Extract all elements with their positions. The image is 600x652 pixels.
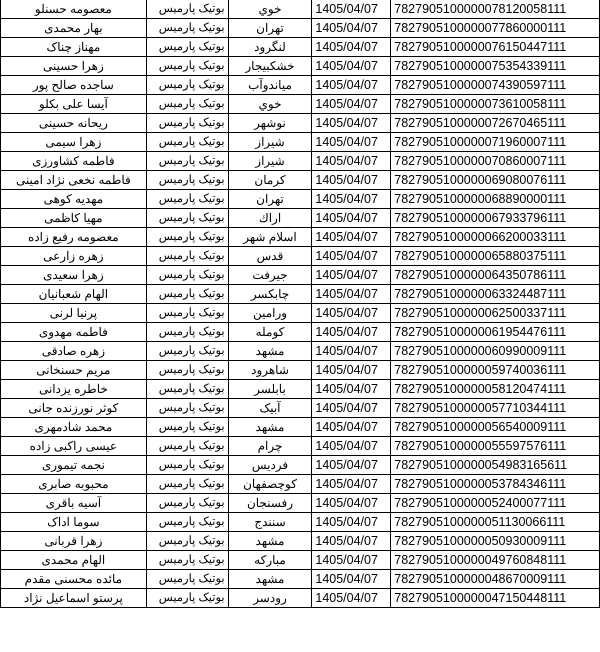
tracking-code-cell: 7827905100000076150447111 [391, 38, 600, 57]
table-row [1, 551, 600, 570]
tracking-code-cell: 7827905100000060990009111 [391, 342, 600, 361]
recipient-name-cell: معصومه حسنلو [1, 0, 147, 19]
city-cell: قدس [228, 247, 312, 266]
recipient-name-cell: عیسی راکبی زاده [1, 437, 147, 456]
date-cell: 1405/04/07 [312, 152, 391, 171]
date-cell: 1405/04/07 [312, 19, 391, 38]
date-cell: 1405/04/07 [312, 114, 391, 133]
shipment-table-body [1, 0, 600, 608]
recipient-name-cell: زهرا حسینی [1, 57, 147, 76]
date-cell: 1405/04/07 [312, 171, 391, 190]
recipient-name-cell: آسیه باقری [1, 494, 147, 513]
tracking-code-cell: 7827905100000058120474111 [391, 380, 600, 399]
sender-shop-cell: بوتیک پارمیس [146, 532, 228, 551]
table-row [1, 532, 600, 551]
table-row [1, 456, 600, 475]
date-cell: 1405/04/07 [312, 0, 391, 19]
sender-shop-cell: بوتیک پارمیس [146, 399, 228, 418]
table-row [1, 19, 600, 38]
tracking-code-cell: 7827905100000054983165611 [391, 456, 600, 475]
recipient-name-cell: الهام شعبانیان [1, 285, 147, 304]
city-cell: کوچصفهان [228, 475, 312, 494]
recipient-name-cell: پرستو اسماعیل نژاد [1, 589, 147, 608]
city-cell: شاهرود [228, 361, 312, 380]
sender-shop-cell: بوتیک پارمیس [146, 342, 228, 361]
table-row [1, 437, 600, 456]
sender-shop-cell: بوتیک پارمیس [146, 0, 228, 19]
date-cell: 1405/04/07 [312, 418, 391, 437]
date-cell: 1405/04/07 [312, 95, 391, 114]
city-cell: مبارکه [228, 551, 312, 570]
date-cell: 1405/04/07 [312, 76, 391, 95]
sender-shop-cell: بوتیک پارمیس [146, 57, 228, 76]
recipient-name-cell: فاطمه مهدوی [1, 323, 147, 342]
recipient-name-cell: آیسا علی بکلو [1, 95, 147, 114]
city-cell: بابلسر [228, 380, 312, 399]
city-cell: چابکسر [228, 285, 312, 304]
city-cell: خوي [228, 0, 312, 19]
sender-shop-cell: بوتیک پارمیس [146, 266, 228, 285]
table-row [1, 152, 600, 171]
sender-shop-cell: بوتیک پارمیس [146, 380, 228, 399]
tracking-code-cell: 7827905100000055597576111 [391, 437, 600, 456]
sender-shop-cell: بوتیک پارمیس [146, 209, 228, 228]
city-cell: سنندج [228, 513, 312, 532]
sender-shop-cell: بوتیک پارمیس [146, 513, 228, 532]
date-cell: 1405/04/07 [312, 456, 391, 475]
recipient-name-cell: کوثر نورزنده جانی [1, 399, 147, 418]
tracking-code-cell: 7827905100000051130066111 [391, 513, 600, 532]
table-row [1, 570, 600, 589]
city-cell: مشهد [228, 570, 312, 589]
table-row [1, 190, 600, 209]
date-cell: 1405/04/07 [312, 437, 391, 456]
city-cell: ورامین [228, 304, 312, 323]
tracking-code-cell: 7827905100000063324487111 [391, 285, 600, 304]
tracking-code-cell: 7827905100000068890000111 [391, 190, 600, 209]
recipient-name-cell: زهره زارعی [1, 247, 147, 266]
recipient-name-cell: مریم حسنخانی [1, 361, 147, 380]
date-cell: 1405/04/07 [312, 551, 391, 570]
date-cell: 1405/04/07 [312, 266, 391, 285]
table-row [1, 285, 600, 304]
tracking-code-cell: 7827905100000075354339111 [391, 57, 600, 76]
date-cell: 1405/04/07 [312, 589, 391, 608]
tracking-code-cell: 7827905100000072670465111 [391, 114, 600, 133]
sender-shop-cell: بوتیک پارمیس [146, 228, 228, 247]
city-cell: مشهد [228, 342, 312, 361]
tracking-code-cell: 7827905100000078120058111 [391, 0, 600, 19]
tracking-code-cell: 7827905100000057710344111 [391, 399, 600, 418]
sender-shop-cell: بوتیک پارمیس [146, 247, 228, 266]
city-cell: نوشهر [228, 114, 312, 133]
sender-shop-cell: بوتیک پارمیس [146, 171, 228, 190]
city-cell: خشکبیجار [228, 57, 312, 76]
tracking-code-cell: 7827905100000069080076111 [391, 171, 600, 190]
recipient-name-cell: مهناز چناک [1, 38, 147, 57]
sender-shop-cell: بوتیک پارمیس [146, 589, 228, 608]
tracking-code-cell: 7827905100000056540009111 [391, 418, 600, 437]
date-cell: 1405/04/07 [312, 494, 391, 513]
recipient-name-cell: محبوبه صابری [1, 475, 147, 494]
city-cell: اسلام شهر [228, 228, 312, 247]
date-cell: 1405/04/07 [312, 247, 391, 266]
table-row [1, 323, 600, 342]
recipient-name-cell: زهره صادقی [1, 342, 147, 361]
recipient-name-cell: زهرا قربانی [1, 532, 147, 551]
recipient-name-cell: معصومه رفیع زاده [1, 228, 147, 247]
table-row [1, 0, 600, 19]
tracking-code-cell: 7827905100000065880375111 [391, 247, 600, 266]
recipient-name-cell: زهرا سیمی [1, 133, 147, 152]
sender-shop-cell: بوتیک پارمیس [146, 38, 228, 57]
sender-shop-cell: بوتیک پارمیس [146, 114, 228, 133]
table-row [1, 304, 600, 323]
tracking-code-cell: 7827905100000070860007111 [391, 152, 600, 171]
table-row [1, 57, 600, 76]
recipient-name-cell: سوما اداک [1, 513, 147, 532]
tracking-code-cell: 7827905100000047150448111 [391, 589, 600, 608]
table-row [1, 171, 600, 190]
city-cell: جیرفت [228, 266, 312, 285]
tracking-code-cell: 7827905100000059740036111 [391, 361, 600, 380]
date-cell: 1405/04/07 [312, 209, 391, 228]
date-cell: 1405/04/07 [312, 475, 391, 494]
date-cell: 1405/04/07 [312, 361, 391, 380]
tracking-code-cell: 7827905100000053784346111 [391, 475, 600, 494]
sender-shop-cell: بوتیک پارمیس [146, 475, 228, 494]
date-cell: 1405/04/07 [312, 285, 391, 304]
table-row [1, 494, 600, 513]
city-cell: کومله [228, 323, 312, 342]
recipient-name-cell: فاطمه نخعی نژاد امینی [1, 171, 147, 190]
city-cell: لنگرود [228, 38, 312, 57]
date-cell: 1405/04/07 [312, 399, 391, 418]
city-cell: کرمان [228, 171, 312, 190]
recipient-name-cell: فاطمه کشاورزی [1, 152, 147, 171]
sender-shop-cell: بوتیک پارمیس [146, 152, 228, 171]
date-cell: 1405/04/07 [312, 304, 391, 323]
city-cell: تهران [228, 190, 312, 209]
table-row [1, 399, 600, 418]
city-cell: خوي [228, 95, 312, 114]
recipient-name-cell: الهام محمدی [1, 551, 147, 570]
table-row [1, 95, 600, 114]
tracking-code-cell: 7827905100000062500337111 [391, 304, 600, 323]
recipient-name-cell: زهرا سعیدی [1, 266, 147, 285]
recipient-name-cell: ساجده صالح پور [1, 76, 147, 95]
recipient-name-cell: ریحانه حسینی [1, 114, 147, 133]
table-row [1, 228, 600, 247]
table-row [1, 361, 600, 380]
city-cell: آبیک [228, 399, 312, 418]
recipient-name-cell: مهیا کاظمی [1, 209, 147, 228]
sender-shop-cell: بوتیک پارمیس [146, 494, 228, 513]
city-cell: چرام [228, 437, 312, 456]
city-cell: مشهد [228, 418, 312, 437]
date-cell: 1405/04/07 [312, 38, 391, 57]
recipient-name-cell: نجمه تیموری [1, 456, 147, 475]
tracking-code-cell: 7827905100000064350786111 [391, 266, 600, 285]
recipient-name-cell: مهدیه کوهی [1, 190, 147, 209]
table-row [1, 133, 600, 152]
table-row [1, 209, 600, 228]
city-cell: تهران [228, 19, 312, 38]
sender-shop-cell: بوتیک پارمیس [146, 19, 228, 38]
sender-shop-cell: بوتیک پارمیس [146, 76, 228, 95]
date-cell: 1405/04/07 [312, 133, 391, 152]
date-cell: 1405/04/07 [312, 513, 391, 532]
city-cell: رفسنجان [228, 494, 312, 513]
table-row [1, 380, 600, 399]
tracking-code-cell: 7827905100000077860000111 [391, 19, 600, 38]
date-cell: 1405/04/07 [312, 323, 391, 342]
tracking-code-cell: 7827905100000050930009111 [391, 532, 600, 551]
date-cell: 1405/04/07 [312, 342, 391, 361]
city-cell: مشهد [228, 532, 312, 551]
recipient-name-cell: محمد شادمهری [1, 418, 147, 437]
recipient-name-cell: بهار محمدی [1, 19, 147, 38]
date-cell: 1405/04/07 [312, 228, 391, 247]
table-row [1, 38, 600, 57]
tracking-code-cell: 7827905100000061954476111 [391, 323, 600, 342]
tracking-code-cell: 7827905100000067933796111 [391, 209, 600, 228]
sender-shop-cell: بوتیک پارمیس [146, 133, 228, 152]
table-row [1, 342, 600, 361]
city-cell: شیراز [228, 152, 312, 171]
sender-shop-cell: بوتیک پارمیس [146, 285, 228, 304]
sender-shop-cell: بوتیک پارمیس [146, 323, 228, 342]
tracking-code-cell: 7827905100000073610058111 [391, 95, 600, 114]
date-cell: 1405/04/07 [312, 570, 391, 589]
sender-shop-cell: بوتیک پارمیس [146, 304, 228, 323]
city-cell: میاندوآب [228, 76, 312, 95]
table-row [1, 475, 600, 494]
table-row [1, 76, 600, 95]
tracking-code-cell: 7827905100000049760848111 [391, 551, 600, 570]
sender-shop-cell: بوتیک پارمیس [146, 418, 228, 437]
date-cell: 1405/04/07 [312, 532, 391, 551]
sender-shop-cell: بوتیک پارمیس [146, 551, 228, 570]
recipient-name-cell: مائده محسنی مقدم [1, 570, 147, 589]
city-cell: فردیس [228, 456, 312, 475]
tracking-code-cell: 7827905100000074390597111 [391, 76, 600, 95]
city-cell: رودسر [228, 589, 312, 608]
tracking-code-cell: 7827905100000066200033111 [391, 228, 600, 247]
sender-shop-cell: بوتیک پارمیس [146, 456, 228, 475]
table-row [1, 513, 600, 532]
sender-shop-cell: بوتیک پارمیس [146, 361, 228, 380]
recipient-name-cell: خاطره یزدانی [1, 380, 147, 399]
sender-shop-cell: بوتیک پارمیس [146, 570, 228, 589]
table-row [1, 266, 600, 285]
tracking-code-cell: 7827905100000048670009111 [391, 570, 600, 589]
tracking-code-cell: 7827905100000071960007111 [391, 133, 600, 152]
sender-shop-cell: بوتیک پارمیس [146, 95, 228, 114]
table-row [1, 247, 600, 266]
date-cell: 1405/04/07 [312, 380, 391, 399]
date-cell: 1405/04/07 [312, 57, 391, 76]
sender-shop-cell: بوتیک پارمیس [146, 190, 228, 209]
tracking-code-cell: 7827905100000052400077111 [391, 494, 600, 513]
city-cell: شیراز [228, 133, 312, 152]
table-row [1, 589, 600, 608]
city-cell: اراك [228, 209, 312, 228]
date-cell: 1405/04/07 [312, 190, 391, 209]
recipient-name-cell: پرنیا لرنی [1, 304, 147, 323]
sender-shop-cell: بوتیک پارمیس [146, 437, 228, 456]
table-row [1, 114, 600, 133]
table-row [1, 418, 600, 437]
